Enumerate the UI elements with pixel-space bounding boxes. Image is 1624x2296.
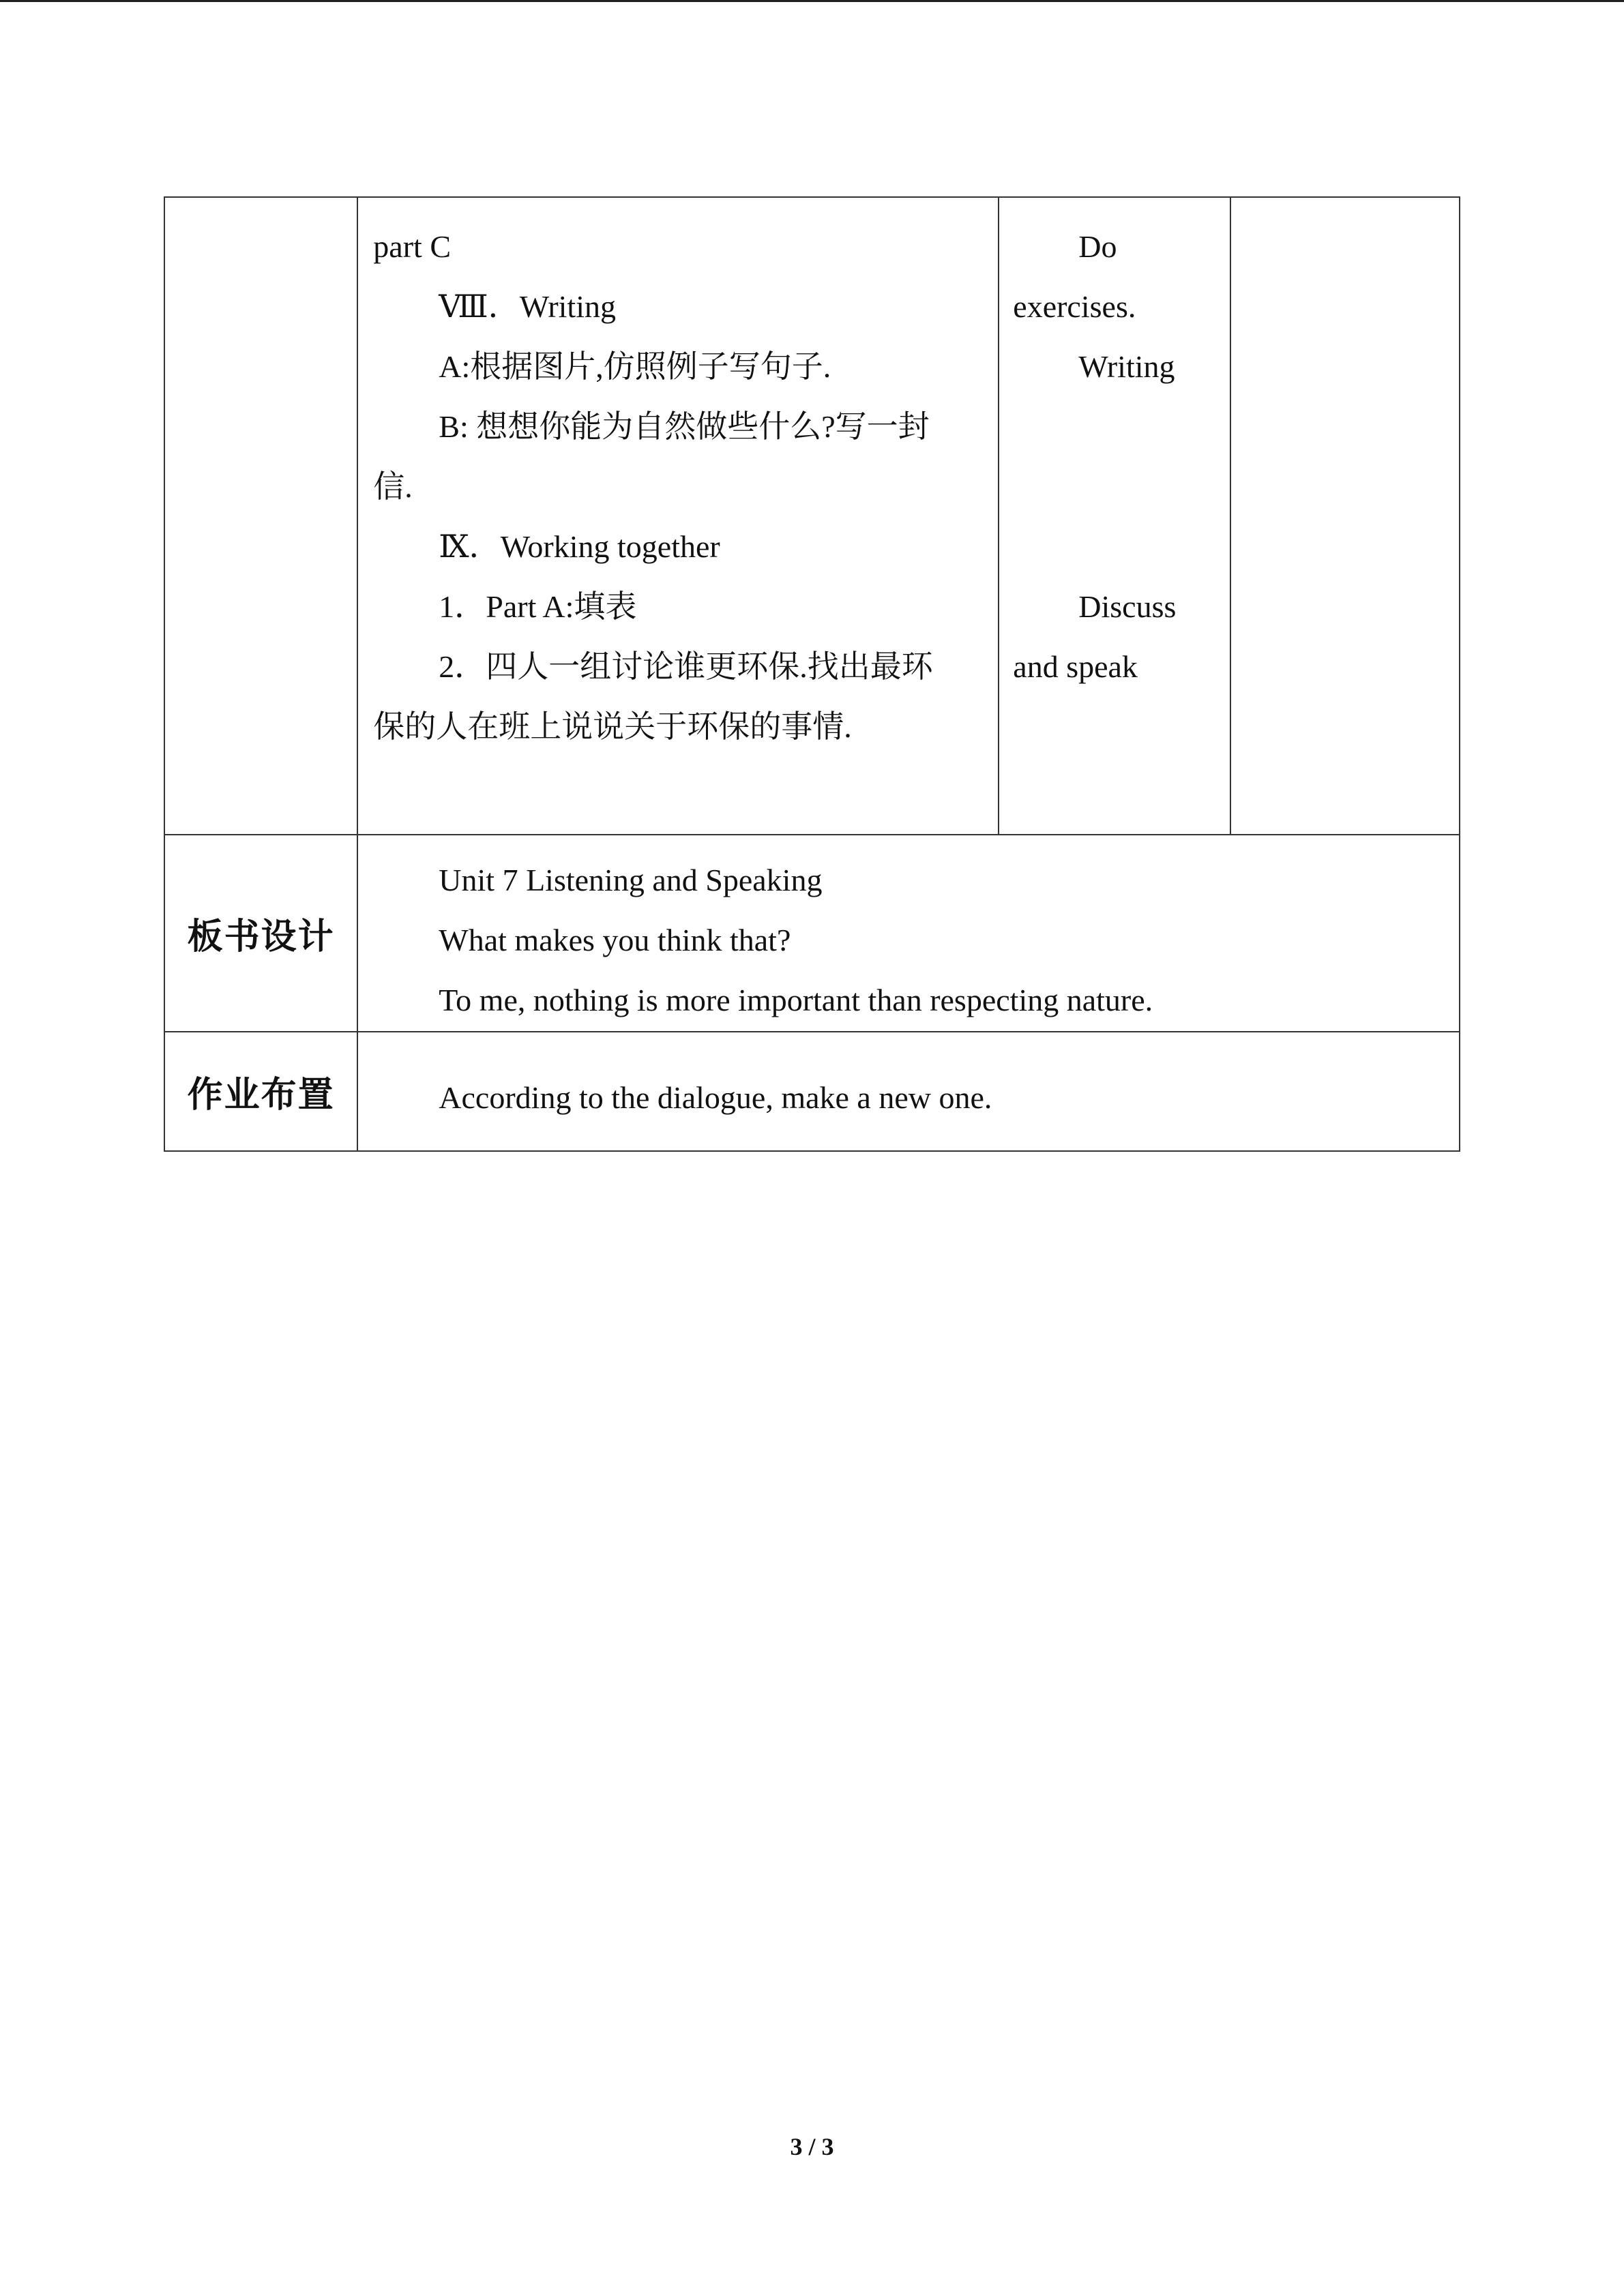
student-activity-cell bbox=[999, 197, 1230, 835]
homework-label: 作业布置 bbox=[164, 1032, 357, 1151]
homework-row bbox=[164, 1032, 1460, 1151]
homework-content bbox=[357, 1032, 1460, 1151]
content-line-writing-a: A:根据图片,仿照例子写句子. bbox=[439, 349, 831, 384]
page-number: 3 / 3 bbox=[790, 2133, 834, 2160]
content-line-writing-heading: Ⅷ．Writing bbox=[439, 289, 616, 324]
board-design-label: 板书设计 bbox=[164, 835, 357, 1032]
board-line-statement: To me, nothing is more important than respecting nature. bbox=[439, 983, 1153, 1017]
note-cell bbox=[1230, 197, 1460, 835]
process-label-cell bbox=[164, 197, 357, 835]
board-line-question: What makes you think that? bbox=[439, 923, 791, 957]
activity-and-speak: and speak bbox=[1013, 649, 1138, 684]
content-line-writing-b: B: 想想你能为自然做些什么?写一封 bbox=[439, 409, 930, 444]
content-line-part-c: part C bbox=[373, 229, 451, 264]
content-line-group-discussion-cont: 保的人在班上说说关于环保的事情. bbox=[373, 709, 852, 744]
homework-text: According to the dialogue, make a new one. bbox=[439, 1080, 992, 1115]
teaching-content-cell bbox=[357, 197, 999, 835]
activity-exercises: exercises. bbox=[1013, 289, 1136, 324]
top-border-line bbox=[0, 0, 1624, 2]
board-design-content bbox=[357, 835, 1460, 1032]
board-line-unit-title: Unit 7 Listening and Speaking bbox=[439, 863, 823, 897]
content-line-part-a: 1．Part A:填表 bbox=[439, 589, 637, 624]
content-line-group-discussion: 2．四人一组讨论谁更环保.找出最环 bbox=[439, 649, 933, 684]
activity-discuss: Discuss bbox=[1078, 589, 1177, 624]
activity-spacer bbox=[1013, 397, 1215, 577]
teaching-process-row bbox=[164, 197, 1460, 835]
activity-do: Do bbox=[1078, 229, 1117, 264]
board-design-row bbox=[164, 835, 1460, 1032]
activity-writing: Writing bbox=[1078, 349, 1175, 384]
content-line-writing-b-cont: 信. bbox=[373, 469, 413, 504]
content-line-working-together-heading: Ⅸ．Working together bbox=[439, 529, 720, 564]
lesson-plan-table bbox=[164, 196, 1460, 1152]
